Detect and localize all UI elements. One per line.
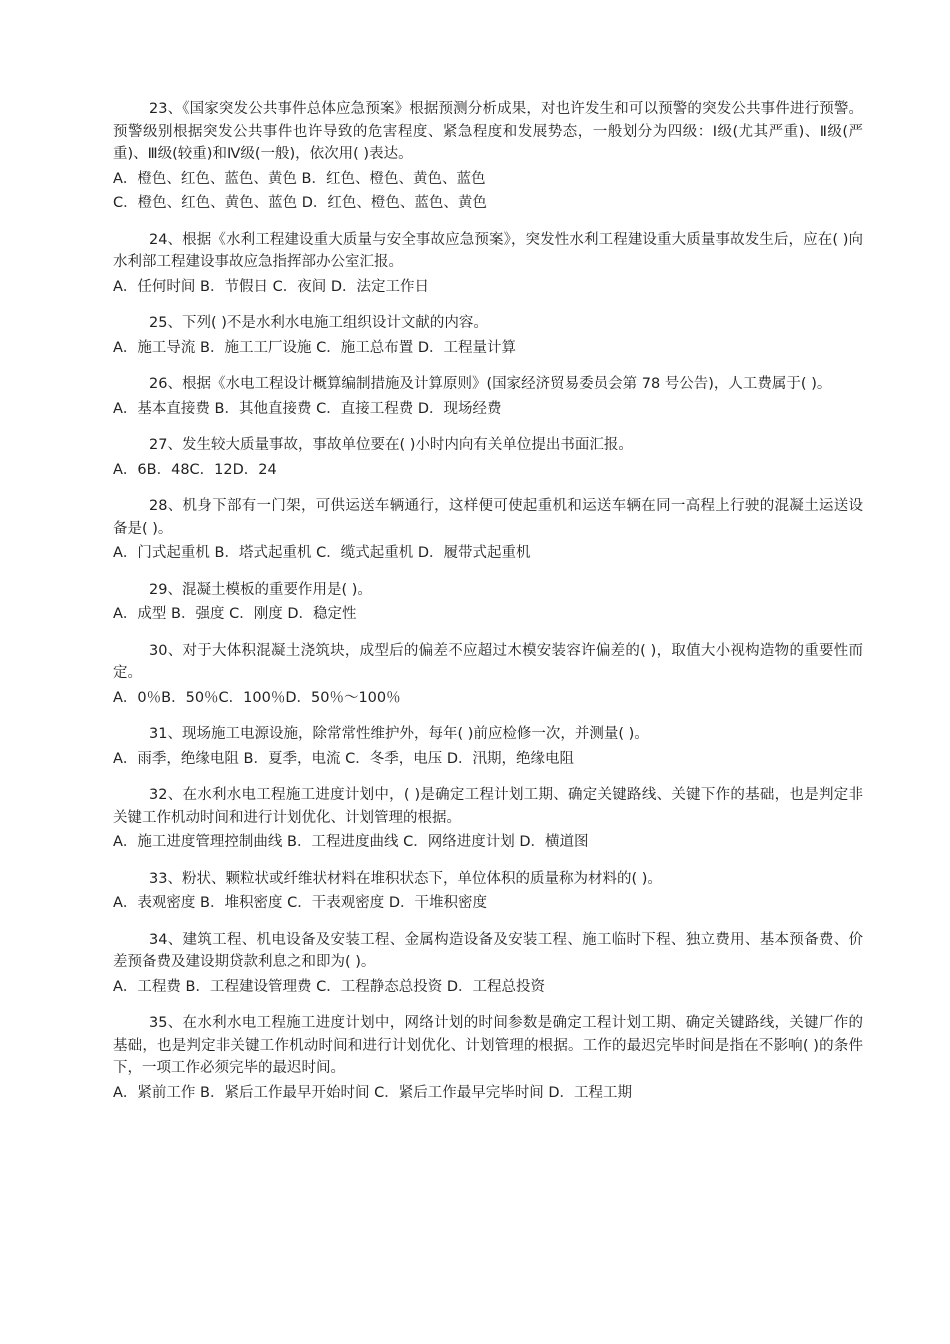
question-stem: 25、下列( )不是水利水电施工组织设计文献的内容。: [149, 315, 488, 331]
question-24: [113, 229, 863, 299]
question-stem: 24、根据《水利工程建设重大质量与安全事故应急预案》，突发性水利工程建设重大质量事故发生后，应在( )向水利部工程建设事故应急指挥部办公室汇报。: [113, 231, 863, 270]
question-23: [113, 98, 863, 215]
question-26: [113, 373, 863, 420]
question-options: A．0％B．50％C．100％D．50％～100％: [113, 689, 401, 706]
question-29: [113, 579, 863, 626]
question-28: [113, 495, 863, 565]
question-options: A．施工导流 B．施工工厂设施 C．施工总布置 D．工程量计算: [113, 339, 516, 356]
question-options: A．任何时间 B．节假日 C．夜间 D．法定工作日: [113, 278, 429, 295]
question-33: [113, 868, 863, 915]
question-options: A．门式起重机 B．塔式起重机 C．缆式起重机 D．履带式起重机: [113, 545, 531, 561]
question-options: A．表观密度 B．堆积密度 C．干表观密度 D．干堆积密度: [113, 895, 487, 911]
question-options: A．紧前工作 B．紧后工作最早开始时间 C．紧后工作最早完毕时间 D．工程工期: [113, 1084, 632, 1101]
question-options: A．成型 B．强度 C．刚度 D．稳定性: [113, 606, 357, 622]
question-options: A．工程费 B．工程建设管理费 C．工程静态总投资 D．工程总投资: [113, 978, 545, 995]
question-stem: 32、在水利水电工程施工进度计划中，( )是确定工程计划工期、确定关键路线、关键下作的基础，也是判定非关键工作机动时间和进行计划优化、计划管理的根据。: [113, 787, 863, 826]
question-stem: 26、根据《水电工程设计概算编制措施及计算原则》(国家经济贸易委员会第 78 号公告)，人工费属于( )。: [149, 376, 832, 392]
question-25: [113, 312, 863, 359]
question-stem: 34、建筑工程、机电设备及安装工程、金属构造设备及安装工程、施工临时下程、独立费用、基本预备费、价差预备费及建设期贷款利息之和即为( )。: [113, 931, 863, 970]
question-options: C．橙色、红色、黄色、蓝色 D．红色、橙色、蓝色、黄色: [113, 195, 487, 211]
question-31: [113, 723, 863, 770]
question-options: A．雨季，绝缘电阻 B．夏季，电流 C．冬季，电压 D．汛期，绝缘电阻: [113, 750, 574, 767]
question-35: [113, 1012, 863, 1104]
question-stem: 33、粉状、颗粒状或纤维状材料在堆积状态下，单位体积的质量称为材料的( )。: [149, 870, 662, 887]
question-30: [113, 640, 863, 710]
question-options: A．6B．48C．12D．24: [113, 461, 277, 478]
question-27: [113, 434, 863, 481]
question-stem: 31、现场施工电源设施，除常常性维护外，每年( )前应检修一次，并测量( )。: [149, 726, 649, 742]
question-stem: 30、对于大体积混凝土浇筑块，成型后的偏差不应超过木模安装容许偏差的( )，取值大小视构造物的重要性而定。: [113, 642, 863, 681]
question-stem: 23、《国家突发公共事件总体应急预案》根据预测分析成果，对也许发生和可以预警的突发公共事件进行预警。预警级别根据突发公共事件也许导致的危害程度、紧急程度和发展势态，一般划分为四级：Ⅰ级(尤其严重)、Ⅱ级(严重)、Ⅲ级(较重)和Ⅳ级(一般)，依次用( )表达。: [113, 101, 863, 162]
question-stem: 35、在水利水电工程施工进度计划中，网络计划的时间参数是确定工程计划工期、确定关键路线，关键厂作的基础，也是判定非关键工作机动时间和进行计划优化、计划管理的根据。工作的最迟完毕时间是指在不影响( )的条件下，一项工作必须完毕的最迟时间。: [113, 1015, 863, 1076]
question-stem: 27、发生较大质量事故，事故单位要在( )小时内向有关单位提出书面汇报。: [149, 437, 633, 453]
question-stem: 28、机身下部有一门架，可供运送车辆通行，这样便可使起重机和运送车辆在同一高程上行驶的混凝土运送设备是( )。: [113, 498, 863, 537]
document-page: [113, 98, 863, 1118]
question-options: A．施工进度管理控制曲线 B．工程进度曲线 C．网络进度计划 D．横道图: [113, 834, 589, 850]
question-32: [113, 784, 863, 854]
question-34: [113, 929, 863, 999]
question-options: A．基本直接费 B．其他直接费 C．直接工程费 D．现场经费: [113, 400, 502, 417]
question-stem: 29、混凝土模板的重要作用是( )。: [149, 581, 372, 598]
question-options: A．橙色、红色、蓝色、黄色 B．红色、橙色、黄色、蓝色: [113, 170, 486, 187]
